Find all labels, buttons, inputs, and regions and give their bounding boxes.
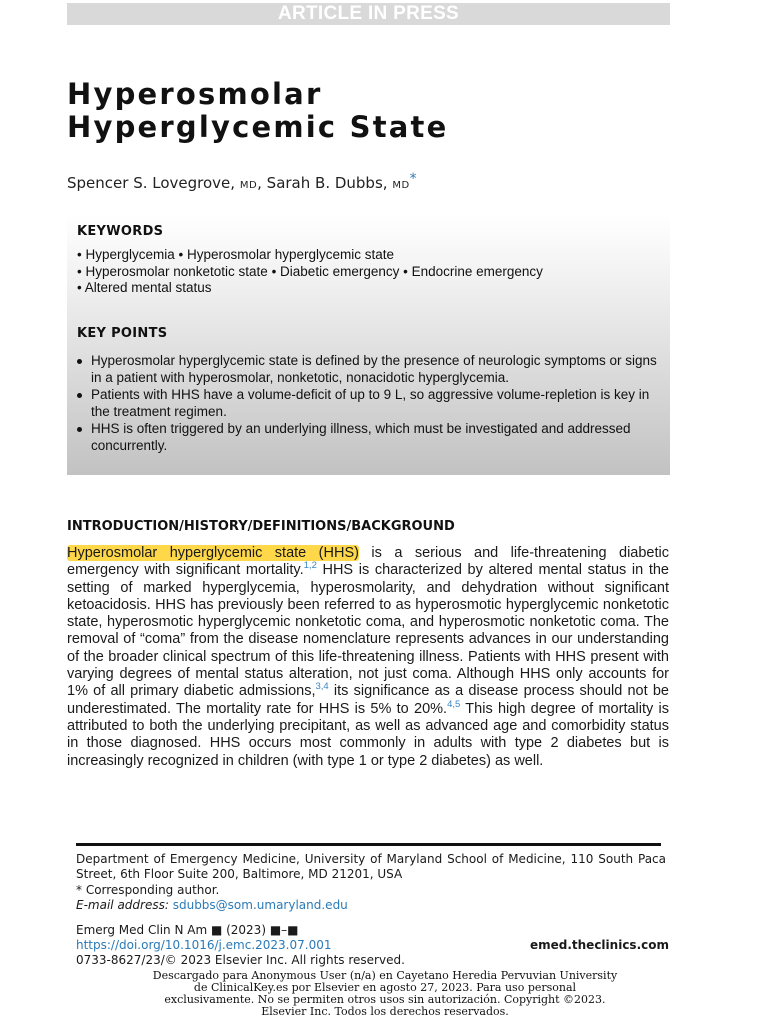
- keywords-line: • Altered mental status: [77, 280, 212, 295]
- author-2-degree: MD: [392, 180, 410, 191]
- paragraph-text: HHS is characterized by altered mental status in the setting of marked hyperglycemia, hyperosmolarity, and dehydration without significant ketoacidosis. HHS has previously been referred to as hyperosmotic hyperglycemic nonketotic state, hyperosmotic hyperglycemic nonketotic coma, and hyperosmotic nonketotic coma. The removal of “coma” from the disease nomenclature represents advances in our understanding of the broader clinical spectrum of this life-threatening illness. Patients with HHS present with varying degrees of mental status alteration, not just coma. Although HHS only accounts for 1% of all primary diabetic admissions,: [67, 562, 669, 700]
- email-link[interactable]: sdubbs@som.umaryland.edu: [172, 898, 348, 912]
- journal-site: emed.theclinics.com: [529, 938, 669, 952]
- key-point-item: [77, 352, 657, 386]
- reference-link[interactable]: 3,4: [315, 681, 329, 693]
- corresponding-author-link[interactable]: *: [409, 171, 417, 187]
- footer-divider: [76, 843, 661, 846]
- affiliation: Department of Emergency Medicine, University of Maryland School of Medicine, 110 South Paca Street, 6th Floor Suite 200, Baltimore, MD 21201, USA: [76, 852, 666, 882]
- title-line-1: Hyperosmolar: [67, 77, 323, 111]
- keywords-keypoints-box: [67, 215, 670, 475]
- key-point-item: [77, 386, 657, 420]
- highlighted-text[interactable]: Hyperosmolar hyperglycemic state (HHS): [67, 545, 359, 561]
- keywords-line: • Hyperosmolar nonketotic state • Diabetic emergency • Endocrine emergency: [77, 264, 543, 279]
- email-line: [76, 898, 348, 913]
- key-points-heading: KEY POINTS: [77, 326, 168, 341]
- doi-link[interactable]: https://doi.org/10.1016/j.emc.2023.07.001: [76, 938, 332, 952]
- download-notice: Descargado para Anonymous User (n/a) en Cayetano Heredia Pervuvian University de ClinicalKey.es por Elsevier en agosto 27, 2023. Para uso personal exclusivamente. No se permiten otros usos sin autorización. Copyright ©2023. Elsevier Inc. Todos los derechos reservados.: [152, 969, 618, 1018]
- paragraph-text: This high degree of mortality is attributed to both the underlying precipitant, as well as advanced age and comorbidity status in those diagnosed. HHS occurs most commonly in adults with type 2 diabetes but is increasingly recognized in children (with type 1 or type 2 diabetes) as well.: [67, 700, 670, 769]
- reference-link[interactable]: 4,5: [447, 698, 461, 710]
- corresponding-author-note: * Corresponding author.: [76, 883, 220, 897]
- author-2-name: , Sarah B. Dubbs,: [257, 174, 393, 192]
- author-list: [67, 173, 417, 196]
- key-point-text: Hyperosmolar hyperglycemic state is defined by the presence of neurologic symptoms or signs in a patient with hyperosmolar, nonketotic, nonacidotic hyperglycemia.: [91, 353, 657, 385]
- bullet-icon: [77, 427, 82, 432]
- author-1-degree: MD: [239, 180, 258, 191]
- bullet-icon: [77, 393, 82, 398]
- key-point-text: Patients with HHS have a volume-deficit of up to 9 L, so aggressive volume-repletion is key in the treatment regimen.: [91, 387, 650, 419]
- article-title: [67, 78, 667, 144]
- issn-copyright: 0733-8627/23/© 2023 Elsevier Inc. All rights reserved.: [76, 953, 405, 967]
- keywords-line: • Hyperglycemia • Hyperosmolar hyperglycemic state: [77, 247, 395, 262]
- title-line-2: Hyperglycemic State: [67, 110, 449, 144]
- introduction-paragraph: [67, 545, 669, 770]
- paragraph-text: its significance as a disease process should not be underestimated. The mortality rate for HHS is 5% to 20%.: [67, 683, 669, 717]
- author-1-name: Spencer S. Lovegrove,: [67, 174, 240, 192]
- key-point-text: HHS is often triggered by an underlying illness, which must be investigated and addressed concurrently.: [91, 421, 631, 453]
- email-label: E-mail address:: [76, 898, 169, 912]
- keywords-heading: KEYWORDS: [77, 224, 164, 239]
- reference-link[interactable]: 1,2: [303, 560, 317, 572]
- paragraph-text: is a serious and life-threatening diabetic emergency with significant mortality.: [67, 545, 669, 579]
- article-in-press-banner: ARTICLE IN PRESS: [67, 3, 670, 25]
- section-heading: INTRODUCTION/HISTORY/DEFINITIONS/BACKGROUND: [67, 519, 455, 534]
- bullet-icon: [77, 359, 82, 364]
- key-point-item: [77, 420, 657, 454]
- journal-citation: Emerg Med Clin N Am ■ (2023) ■–■: [76, 923, 299, 937]
